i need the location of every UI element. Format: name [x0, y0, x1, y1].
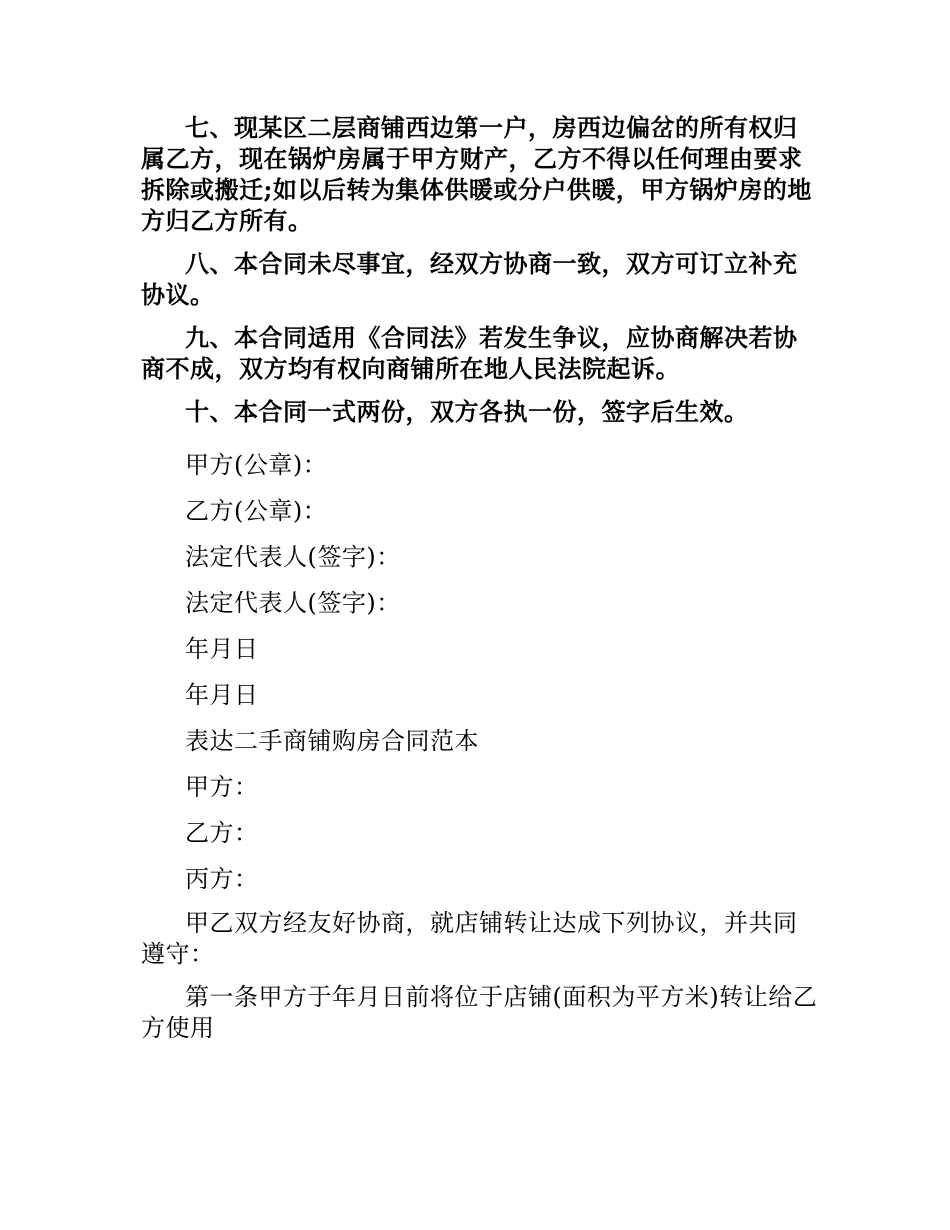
date-line-b: 年月日	[185, 681, 259, 709]
clause-7: 七、现某区二层商铺西边第一户，房西边偏岔的所有权归属乙方，现在锅炉房属于甲方财产，乙方不得以任何理由要求拆除或搬迁;如以后转为集体供暖或分户供暖，甲方锅炉房的地方归乙方所有。	[141, 113, 812, 235]
clause-8: 八、本合同未尽事宜，经双方协商一致，双方可订立补充协议。	[141, 249, 798, 309]
intro-paragraph: 甲乙双方经友好协商，就店铺转让达成下列协议，并共同遵守：	[141, 909, 798, 968]
clause-9: 九、本合同适用《合同法》若发生争议，应协商解决若协商不成，双方均有权向商铺所在地人民法院起诉。	[141, 323, 798, 383]
date-line-a: 年月日	[185, 635, 259, 663]
party-b-line: 乙方：	[185, 819, 259, 847]
party-a-line: 甲方：	[185, 773, 259, 801]
article-1: 第一条甲方于年月日前将位于店铺(面积为平方米)转让给乙方使用	[141, 983, 818, 1042]
party-b-seal-line: 乙方(公章)：	[185, 497, 328, 525]
party-c-line: 丙方：	[185, 865, 259, 893]
legal-rep-signature-line-a: 法定代表人(签字)：	[185, 543, 401, 571]
party-a-seal-line: 甲方(公章)：	[185, 451, 328, 479]
second-contract-title: 表达二手商铺购房合同范本	[185, 727, 479, 755]
document-page	[141, 112, 821, 1056]
legal-rep-signature-line-b: 法定代表人(签字)：	[185, 589, 401, 617]
clause-10: 十、本合同一式两份，双方各执一份，签字后生效。	[185, 397, 749, 426]
